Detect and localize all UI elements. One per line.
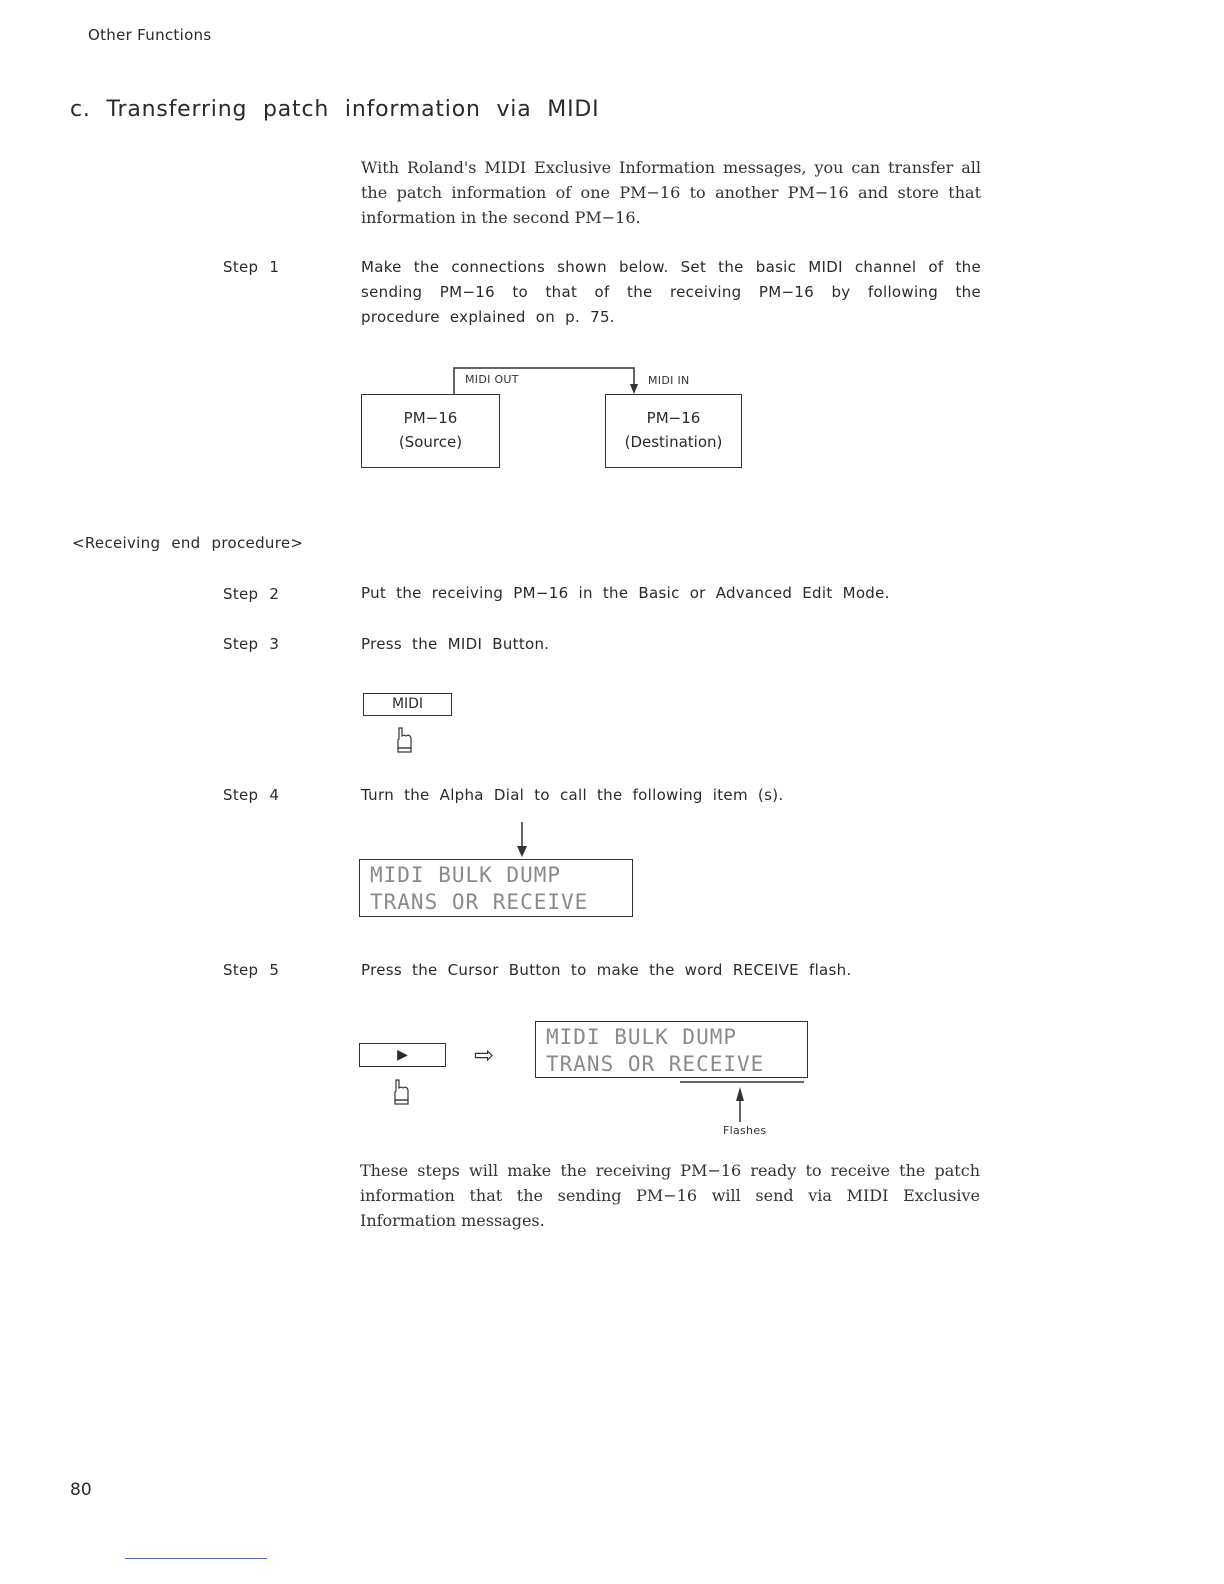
intro-paragraph: With Roland's MIDI Exclusive Information messages, you can transfer all the patch information of one PM−16 to another PM−16 and store that information in the second PM−16. (361, 158, 981, 227)
step-2-label: Step 2 (223, 585, 280, 603)
source-device-role: (Source) (398, 433, 463, 451)
page-header: Other Functions (88, 26, 212, 44)
step-4-text: Turn the Alpha Dial to call the following item (s). (361, 786, 784, 804)
step-5-text: Press the Cursor Button to make the word RECEIVE flash. (361, 961, 852, 979)
midi-in-label: MIDI IN (648, 374, 690, 387)
pointing-hand-icon-2 (391, 1074, 411, 1110)
step-3-text: Press the MIDI Button. (361, 635, 550, 653)
source-device-name: PM−16 (403, 409, 458, 427)
lcd-display-step4 (359, 859, 633, 917)
lcd-line-2: TRANS OR RECEIVE (546, 1052, 765, 1076)
footer-divider (125, 1558, 267, 1559)
step-5-label: Step 5 (223, 961, 280, 979)
lcd-line-1: MIDI BULK DUMP (370, 863, 562, 887)
midi-cable-arrowhead (630, 384, 638, 394)
lcd-line-2: TRANS OR RECEIVE (370, 890, 589, 914)
closing-paragraph: These steps will make the receiving PM−16 ready to receive the patch information that the sending PM−16 will send via MIDI Exclusive Information messages. (360, 1161, 980, 1230)
lcd-display-step5 (535, 1021, 808, 1078)
step-3-label: Step 3 (223, 635, 280, 653)
flash-indicator (670, 1078, 810, 1128)
destination-device-box (605, 394, 742, 468)
section-title: c. Transferring patch information via MIDI (70, 97, 600, 122)
midi-out-label: MIDI OUT (465, 373, 519, 386)
midi-button[interactable]: MIDI (363, 693, 452, 716)
step-4-label: Step 4 (223, 786, 280, 804)
flashes-label: Flashes (723, 1124, 767, 1137)
step-1-label: Step 1 (223, 258, 280, 276)
down-arrow-icon (512, 820, 532, 860)
pointing-hand-icon (394, 726, 414, 754)
step-1-text: Make the connections shown below. Set the basic MIDI channel of the sending PM−16 to that of the receiving PM−16 by following the procedure explained on p. 75. (361, 258, 981, 326)
destination-device-name: PM−16 (646, 409, 701, 427)
right-arrow-icon: ⇨ (474, 1041, 495, 1069)
destination-device-role: (Destination) (624, 433, 723, 451)
step-2-text: Put the receiving PM−16 in the Basic or Advanced Edit Mode. (361, 584, 890, 602)
page-number: 80 (70, 1480, 92, 1500)
source-device-box (361, 394, 500, 468)
receiving-end-subheading: <Receiving end procedure> (72, 534, 304, 552)
lcd-line-1: MIDI BULK DUMP (546, 1025, 738, 1049)
cursor-button[interactable]: ▶ (359, 1043, 446, 1067)
